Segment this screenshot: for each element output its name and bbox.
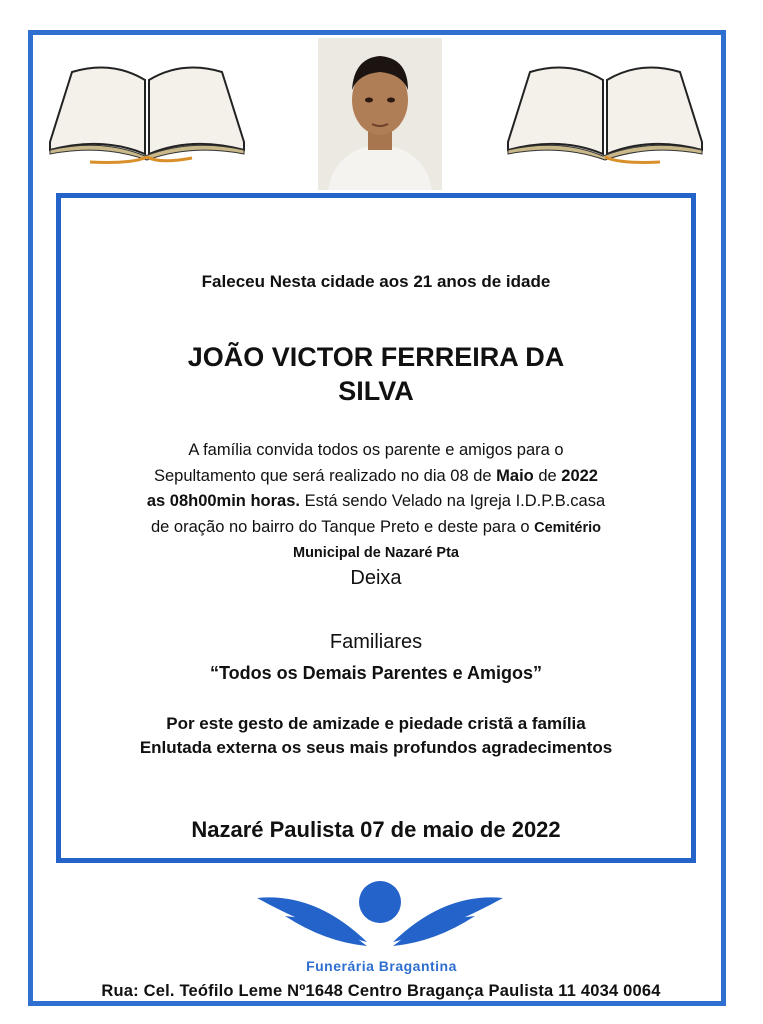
time-emphasis: as 08h00min horas. <box>146 492 300 510</box>
funeral-home-logo-icon <box>255 876 505 956</box>
details-line4 <box>56 515 696 542</box>
details-line3 <box>56 489 696 515</box>
death-intro: Faleceu Nesta cidade aos 21 anos de idade <box>201 272 551 291</box>
details-line2 <box>56 464 696 490</box>
funeral-home-name: Funerária Bragantina <box>306 958 457 974</box>
deixa-label: Deixa <box>350 567 402 589</box>
thanks-message <box>56 712 696 760</box>
deceased-name <box>56 340 696 408</box>
details-line4-text: de oração no bairro do Tanque Preto e deste para o <box>150 517 535 536</box>
year-emphasis: 2022 <box>561 466 598 485</box>
portrait-photo <box>318 38 442 190</box>
details-line2-connector: de <box>533 466 562 485</box>
details-line3-text: Está sendo Velado na Igreja I.D.P.B.casa <box>300 492 606 510</box>
relatives-quote: “Todos os Demais Parentes e Amigos” <box>209 663 543 683</box>
details-line2-text: Sepultamento que será realizado no dia 08 de <box>153 466 497 485</box>
details-line5: Municipal de Nazaré Pta <box>293 545 459 561</box>
open-book-icon-right <box>500 52 710 172</box>
month-emphasis: Maio <box>496 466 534 485</box>
notice-date: Nazaré Paulista 07 de maio de 2022 <box>191 817 561 842</box>
familiares-label: Familiares <box>329 631 423 653</box>
details-line1: A família convida todos os parente e amigos para o <box>188 441 564 459</box>
funeral-home-address: Rua: Cel. Teófilo Leme Nº1648 Centro Bragança Paulista 11 4034 0064 <box>101 982 661 1000</box>
deceased-name-line1: JOÃO VICTOR FERREIRA DA <box>187 342 565 372</box>
cemetery-emphasis: Cemitério <box>534 519 602 536</box>
thanks-line2: Enlutada externa os seus mais profundos agradecimentos <box>139 738 613 757</box>
funeral-details <box>56 438 696 567</box>
deceased-name-line2: SILVA <box>338 376 414 406</box>
thanks-line1: Por este gesto de amizade e piedade cristã a família <box>166 714 586 733</box>
open-book-icon-left <box>42 52 252 172</box>
